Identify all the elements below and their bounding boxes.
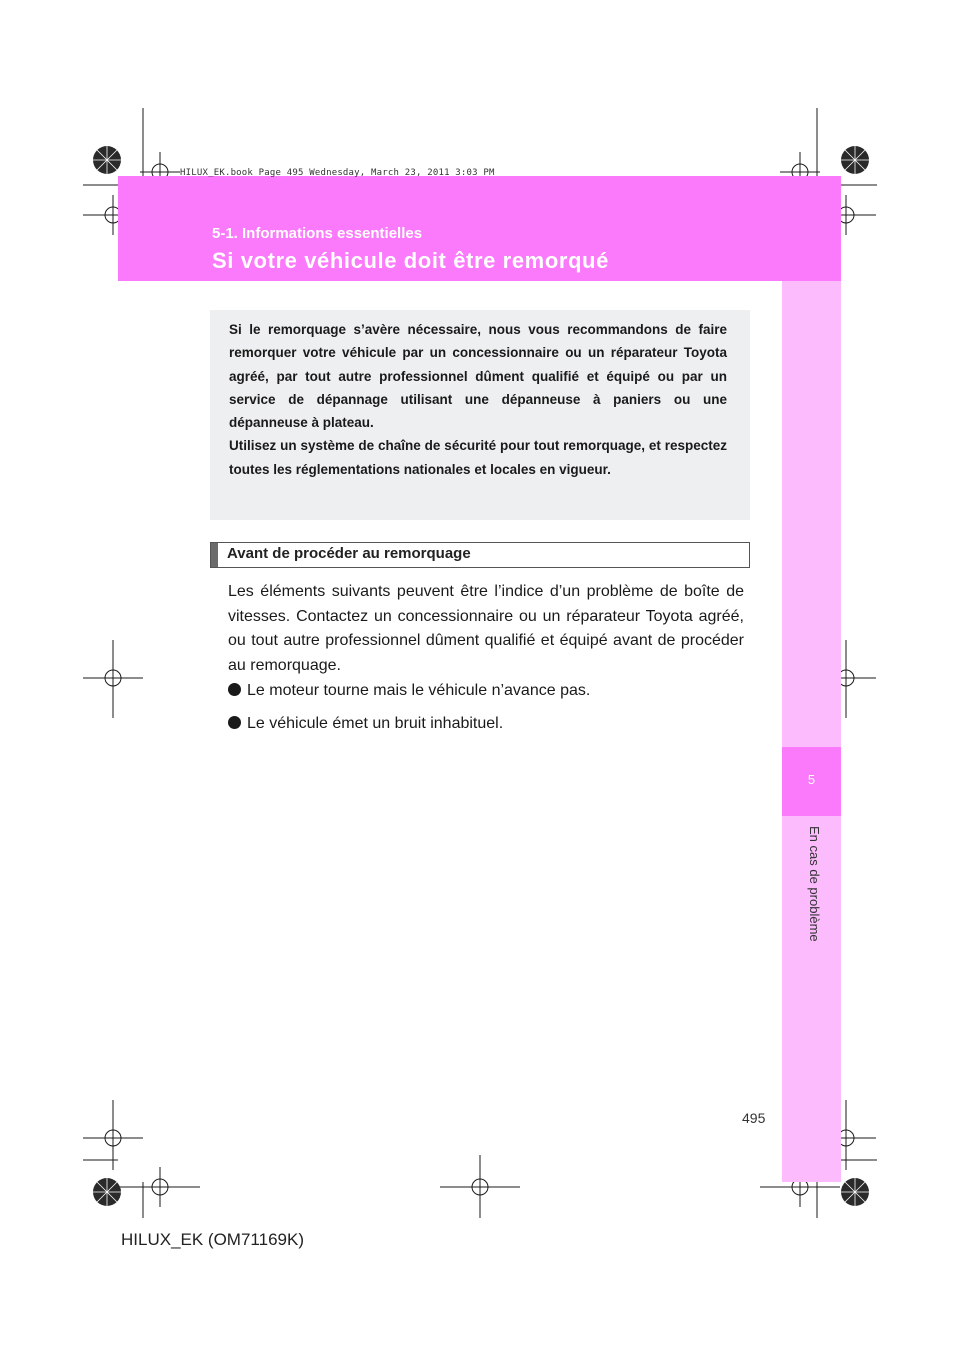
subsection-title: Avant de procéder au remorquage [227,545,471,562]
page-number: 495 [742,1110,766,1126]
intro-paragraph-2: Utilisez un système de chaîne de sécurité pour tout remorquage, et respectez toutes les réglementations nationales et locales en vigueur. [229,438,727,477]
subsection-heading [210,542,750,568]
side-tab-label: En cas de problème [807,826,822,942]
bullet-text: Le véhicule émet un bruit inhabituel. [247,715,504,732]
bullet-dot-icon [228,716,241,729]
body-paragraph: Les éléments suivants peuvent être l’indice d’un problème de boîte de vitesses. Contactez un concessionnaire ou un réparateur Toyota agréé, ou tout autre professionnel dûment qualifié et équipé avant de procéder au remorquage. [228,583,744,674]
subsection-bar [211,543,218,567]
book-stamp: HILUX_EK.book Page 495 Wednesday, March 23, 2011 3:03 PM [180,168,495,178]
bullet-dot-icon [228,683,241,696]
intro-paragraph-1: Si le remorquage s’avère nécessaire, nous vous recommandons de faire remorquer votre véhicule par un concessionnaire ou un réparateur Toyota agréé, par tout autre professionnel dûment qualifié et équipé ou par un service de dépannage utilisant une dépanneuse à paniers ou une dépanneuse à plateau. [229,322,727,431]
side-tab-number: 5 [782,747,841,816]
side-tab [782,281,841,1182]
bullet-text: Le moteur tourne mais le véhicule n’avance pas. [247,682,591,699]
page-title: Si votre véhicule doit être remorqué [212,248,609,273]
bullet-item [228,715,503,733]
bullet-item [228,682,590,700]
footer-model: HILUX_EK (OM71169K) [121,1230,304,1249]
intro-text [229,318,727,481]
section-label: 5-1. Informations essentielles [212,225,423,242]
